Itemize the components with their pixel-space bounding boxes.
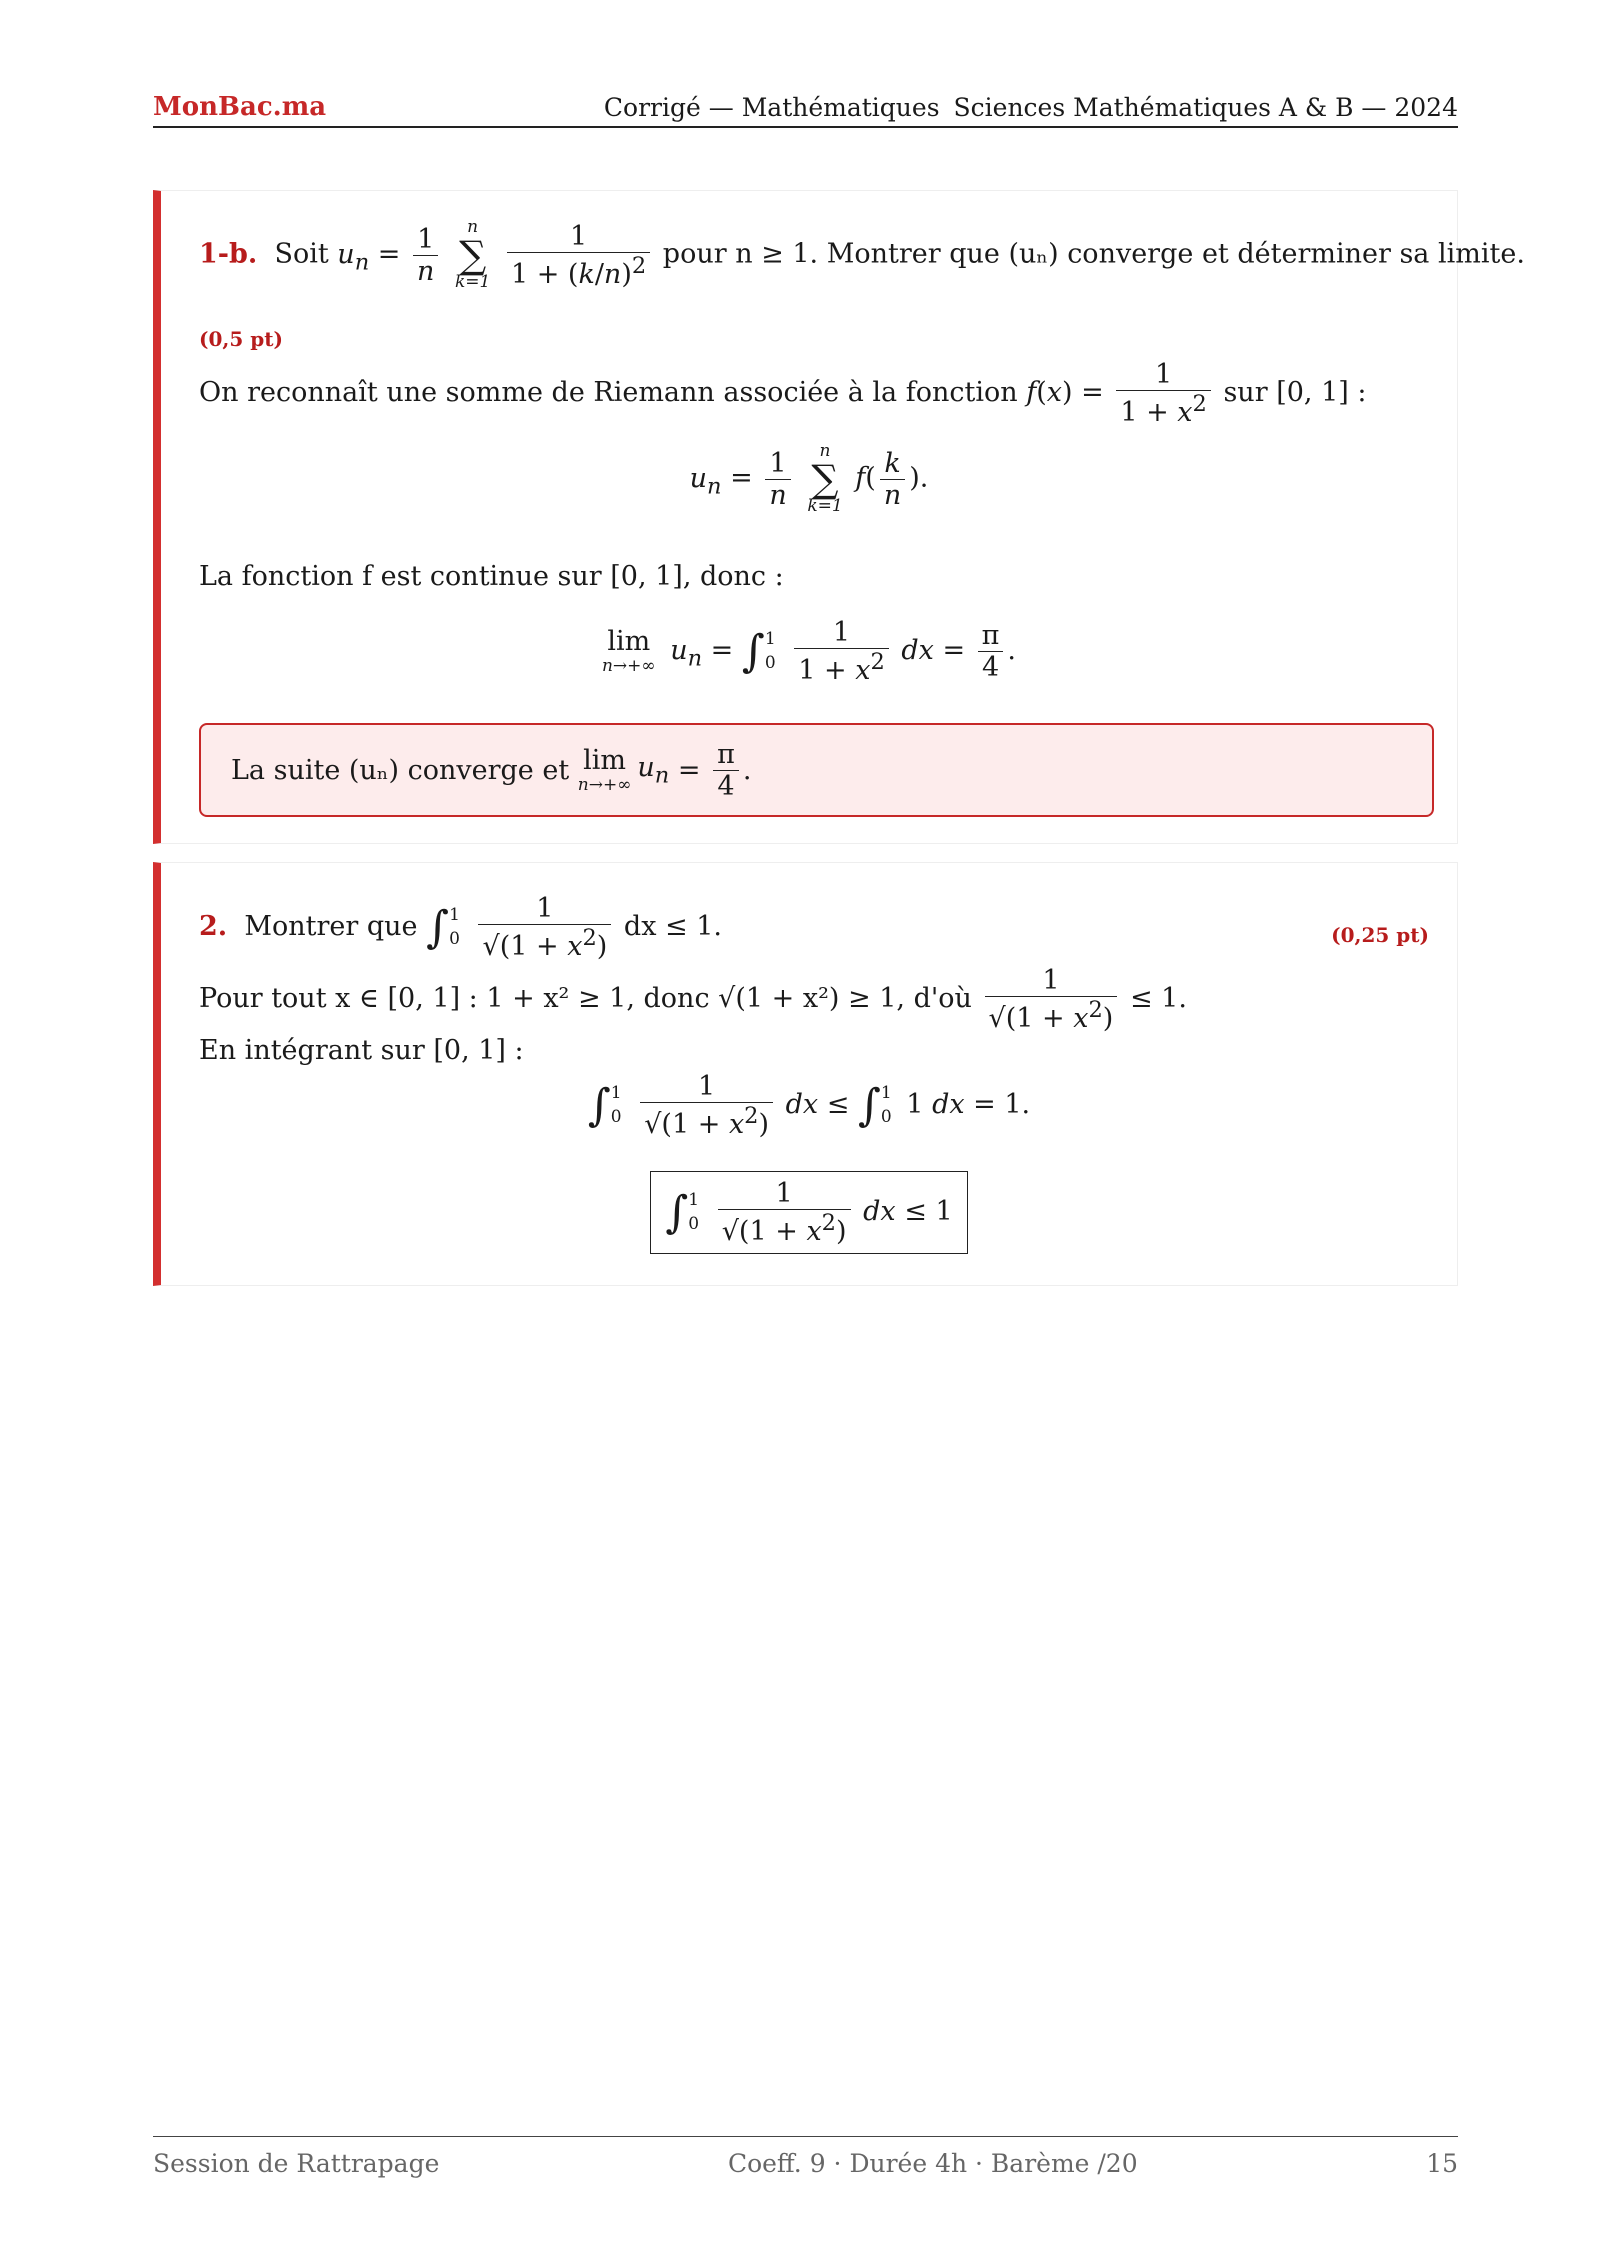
page-header (153, 88, 1458, 128)
footer-session: Session de Rattrapage (153, 2149, 440, 2178)
boxed-result: ∫ 1 0 $\frac{1}{√(1 + x^2)}$ dx ≤ 1 (161, 1171, 1457, 1254)
riemann-line: On reconnaît une somme de Riemann associée à la fonction f(x) = $\frac{1}{1 + x^2}$ sur [0, 1] : (199, 359, 1367, 428)
integral-inequality: ∫ 1 0 $\frac{1}{√(1 + x^2)}$ dx ≤ ∫ 1 0 1 dx = 1. (587, 1071, 1031, 1140)
footer-info: Coeff. 9 · Durée 4h · Barème /20 (727, 2149, 1138, 2178)
statement-end: pour n ≥ 1. Montrer que (uₙ) converge et déterminer sa limite. (662, 238, 1525, 270)
un-definition: $u_n$ = $\frac{1}{n}$ n ∑ k=1 $\frac{1}{1 + (k/n)^2}$ (337, 239, 662, 270)
question-label: 1-b. (199, 238, 258, 270)
statement-end: dx ≤ 1. (623, 911, 722, 942)
bound-text: Pour tout x ∈ [0, 1] : 1 + x² ≥ 1, donc √(1 + x²) ≥ 1, d'où (199, 983, 972, 1014)
question-2-card (153, 862, 1458, 1286)
result-box: La suite (uₙ) converge et lim n→+∞ $u_n$ = $\frac{\pi}{4}$ . (199, 723, 1434, 817)
bound-line: Pour tout x ∈ [0, 1] : 1 + x² ≥ 1, donc √(1 + x²) ≥ 1, d'où $\frac{1}{√(1 + x^2)}$ ≤ 1. (199, 965, 1187, 1034)
result-text: La suite (uₙ) converge et (231, 754, 570, 786)
soit-text: Soit (274, 238, 329, 270)
riemann-sum-equation: $u_n$ = $\frac{1}{n}$ n ∑ k=1 f( $\frac{k}{n}$ ). (689, 441, 929, 516)
integrating-text: En intégrant sur [0, 1] : (199, 1035, 524, 1066)
question-label: 2. (199, 911, 228, 942)
points-badge: (0,5 pt) (199, 327, 283, 351)
statement-text: Montrer que (244, 911, 418, 942)
question-1b-statement (199, 219, 1525, 291)
page-footer (153, 2136, 1458, 2178)
points-badge: (0,25 pt) (1331, 923, 1429, 947)
header-series: Sciences Mathématiques A & B — 2024 (953, 92, 1458, 122)
header-subject: Corrigé — Mathématiques (603, 92, 940, 122)
bound-end: ≤ 1. (1129, 983, 1187, 1014)
brand-logo[interactable]: MonBac.ma (153, 92, 327, 122)
question-2-statement: 2. Montrer que ∫ 1 0 $\frac{1}{√(1 + x^2)}$ dx ≤ 1. (199, 893, 722, 962)
page-number: 15 (1426, 2149, 1458, 2178)
question-1b-card (153, 190, 1525, 844)
riemann-intro: On reconnaît une somme de Riemann associée à la fonction (199, 377, 1018, 408)
continuity-text: La fonction f est continue sur [0, 1], donc : (199, 561, 784, 592)
header-title (604, 93, 1458, 122)
riemann-interval: sur [0, 1] : (1223, 377, 1367, 408)
limit-integral-equation: lim n→+∞ $u_n$ = ∫ 1 0 $\frac{1}{1 + x^2}$ dx = $\frac{\pi}{4}$ . (601, 617, 1017, 686)
